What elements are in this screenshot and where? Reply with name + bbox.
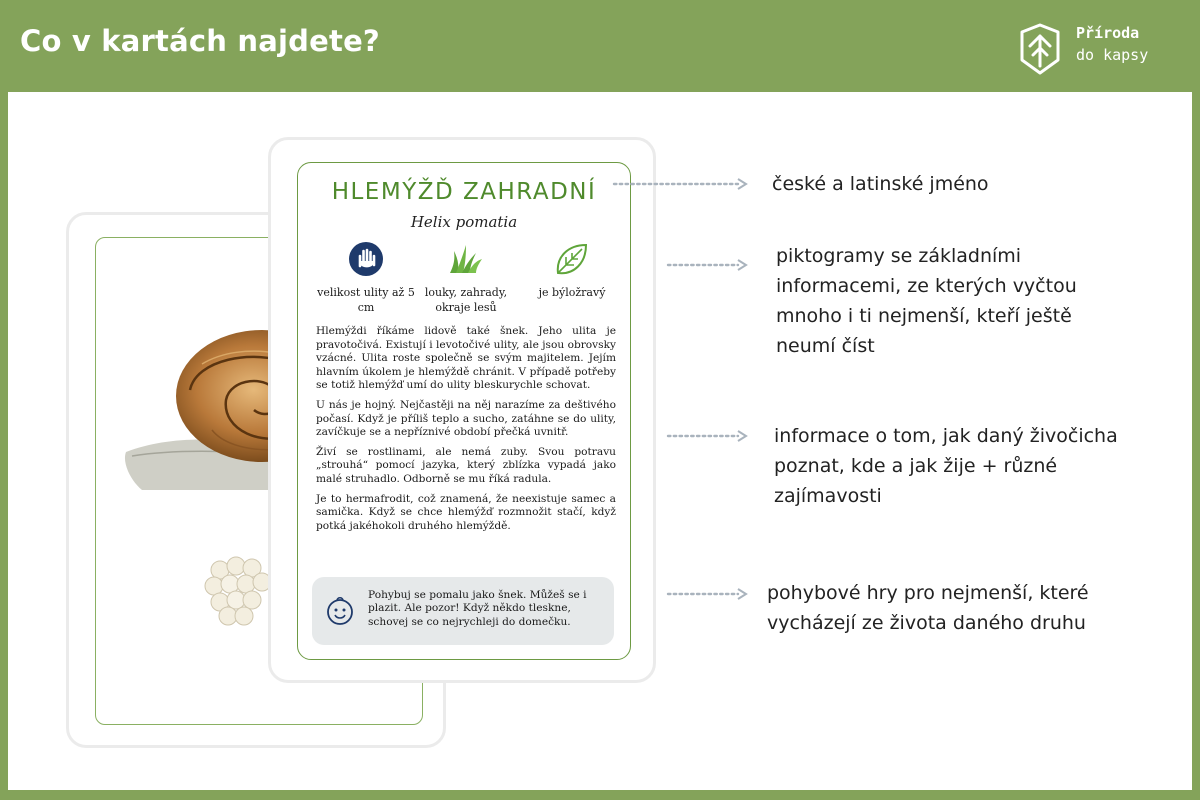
card-front [268, 137, 656, 683]
description-paragraph: Hlemýždi říkáme lidově také šnek. Jeho ulita je pravotočivá. Existují i levotočivé ulity, ale jsou obrovsky vzácné. Ulita roste společně se svým majitelem. Jejím hlavním úkolem je hlemýždě chránit. V případě potřeby se totiž hlemýžď umí do ulity bleskurychle schovat. [316, 325, 616, 392]
dotted-arrow-icon [612, 177, 752, 191]
child-face-icon [324, 595, 356, 627]
annotation-name: české a latinské jméno [772, 173, 989, 195]
page-title: Co v kartách najdete? [20, 24, 380, 58]
description-paragraph: Živí se rostlinami, ale nemá zuby. Svou potravu „strouhá“ pomocí jazyka, který zblízka vypadá jako malé struhadlo. Odborně se mu říká radula. [316, 445, 616, 485]
species-name: HLEMÝŽĎ ZAHRADNÍ [331, 179, 597, 205]
description-paragraph: U nás je hojný. Nejčastěji na něj narazíme za deštivého počasí. Když je příliš teplo a sucho, zatáhne se do ulity, zavíčkuje se a nepříznivé období přečká uvnitř. [316, 398, 616, 439]
species-latin-name: Helix pomatia [410, 213, 518, 231]
pictogram-label-diet: je býložravý [538, 286, 606, 299]
movement-game-text: Pohybuj se pomalu jako šnek. Můžeš se i plazit. Ale pozor! Když někdo tleskne, schovej se co nejrychleji do domečku. [368, 589, 587, 628]
movement-game-box [312, 577, 614, 645]
logo-text-bottom: do kapsy [1076, 46, 1149, 64]
leaf-icon [552, 239, 592, 279]
annotation-information: informace o tom, jak daný živočicha poznat, kde a jak žije + různé zajímavosti [774, 425, 1118, 507]
annotation-games: pohybové hry pro nejmenší, které vycházejí ze života daného druhu [767, 582, 1089, 634]
dotted-arrow-icon [666, 587, 752, 601]
pictogram-label-size: velikost ulity až 5 cm [317, 286, 415, 314]
logo-text-top: Příroda [1076, 24, 1140, 42]
description-paragraph: Je to hermafrodit, což znamená, že neexistuje samec a samička. Když se chce hlemýžď rozmnožit stačí, když potká jakéhokoli druhého hlemýždě. [316, 492, 616, 532]
card-front-frame [297, 162, 631, 660]
dotted-arrow-icon [666, 429, 752, 443]
pictogram-label-habitat: louky, zahrady, okraje lesů [424, 286, 508, 314]
logo-tree-icon [1016, 22, 1064, 76]
hand-icon [346, 239, 386, 279]
grass-icon [446, 239, 486, 279]
species-description [316, 325, 616, 539]
annotation-pictograms: piktogramy se základními informacemi, ze kterých vyčtou mnoho i ti nejmenší, kteří ještě neumí číst [776, 245, 1077, 357]
header [0, 0, 1200, 90]
dotted-arrow-icon [666, 258, 752, 272]
brand-logo[interactable] [1016, 22, 1176, 76]
